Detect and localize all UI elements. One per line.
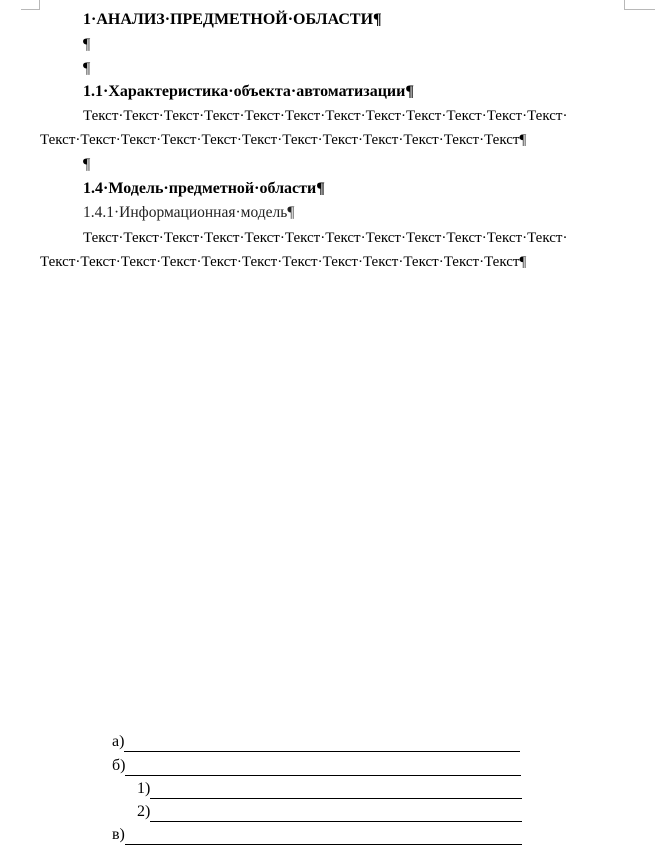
list-item-a bbox=[112, 732, 520, 752]
heading-1-1: 1.1·Характеристика·объекта·автоматизации¶ bbox=[83, 83, 414, 100]
blank-line bbox=[125, 827, 522, 845]
empty-paragraph: ¶ bbox=[83, 60, 91, 77]
list-label: 1) bbox=[137, 780, 151, 797]
heading-1-4-1: 1.4.1·Информационная·модель¶ bbox=[83, 204, 295, 221]
heading-1-4: 1.4·Модель·предметной·области¶ bbox=[83, 180, 325, 197]
blank-line bbox=[125, 758, 521, 776]
paragraph-line: Текст·Текст·Текст·Текст·Текст·Текст·Текст·Текст·Текст·Текст·Текст·Текст¶ bbox=[40, 132, 527, 148]
empty-paragraph: ¶ bbox=[83, 36, 91, 53]
list-label: 2) bbox=[137, 803, 151, 820]
list-item-b-2 bbox=[137, 802, 522, 822]
paragraph-line: Текст·Текст·Текст·Текст·Текст·Текст·Текст·Текст·Текст·Текст·Текст·Текст· bbox=[83, 230, 568, 246]
list-label: в) bbox=[112, 826, 125, 843]
list-item-b bbox=[112, 756, 521, 776]
list-label: б) bbox=[112, 757, 126, 774]
page-corner-marker-right bbox=[624, 0, 655, 10]
list-item-c bbox=[112, 825, 522, 845]
paragraph-line: Текст·Текст·Текст·Текст·Текст·Текст·Текст·Текст·Текст·Текст·Текст·Текст¶ bbox=[40, 254, 527, 270]
list-label: а) bbox=[112, 733, 125, 750]
blank-line bbox=[150, 781, 522, 799]
blank-line bbox=[124, 734, 520, 752]
paragraph-line: Текст·Текст·Текст·Текст·Текст·Текст·Текст·Текст·Текст·Текст·Текст·Текст· bbox=[83, 108, 568, 124]
list-item-b-1 bbox=[137, 779, 522, 799]
blank-line bbox=[150, 804, 522, 822]
heading-1: 1·АНАЛИЗ·ПРЕДМЕТНОЙ·ОБЛАСТИ¶ bbox=[83, 11, 382, 28]
page-corner-marker-left bbox=[21, 0, 40, 10]
empty-paragraph: ¶ bbox=[83, 156, 91, 173]
